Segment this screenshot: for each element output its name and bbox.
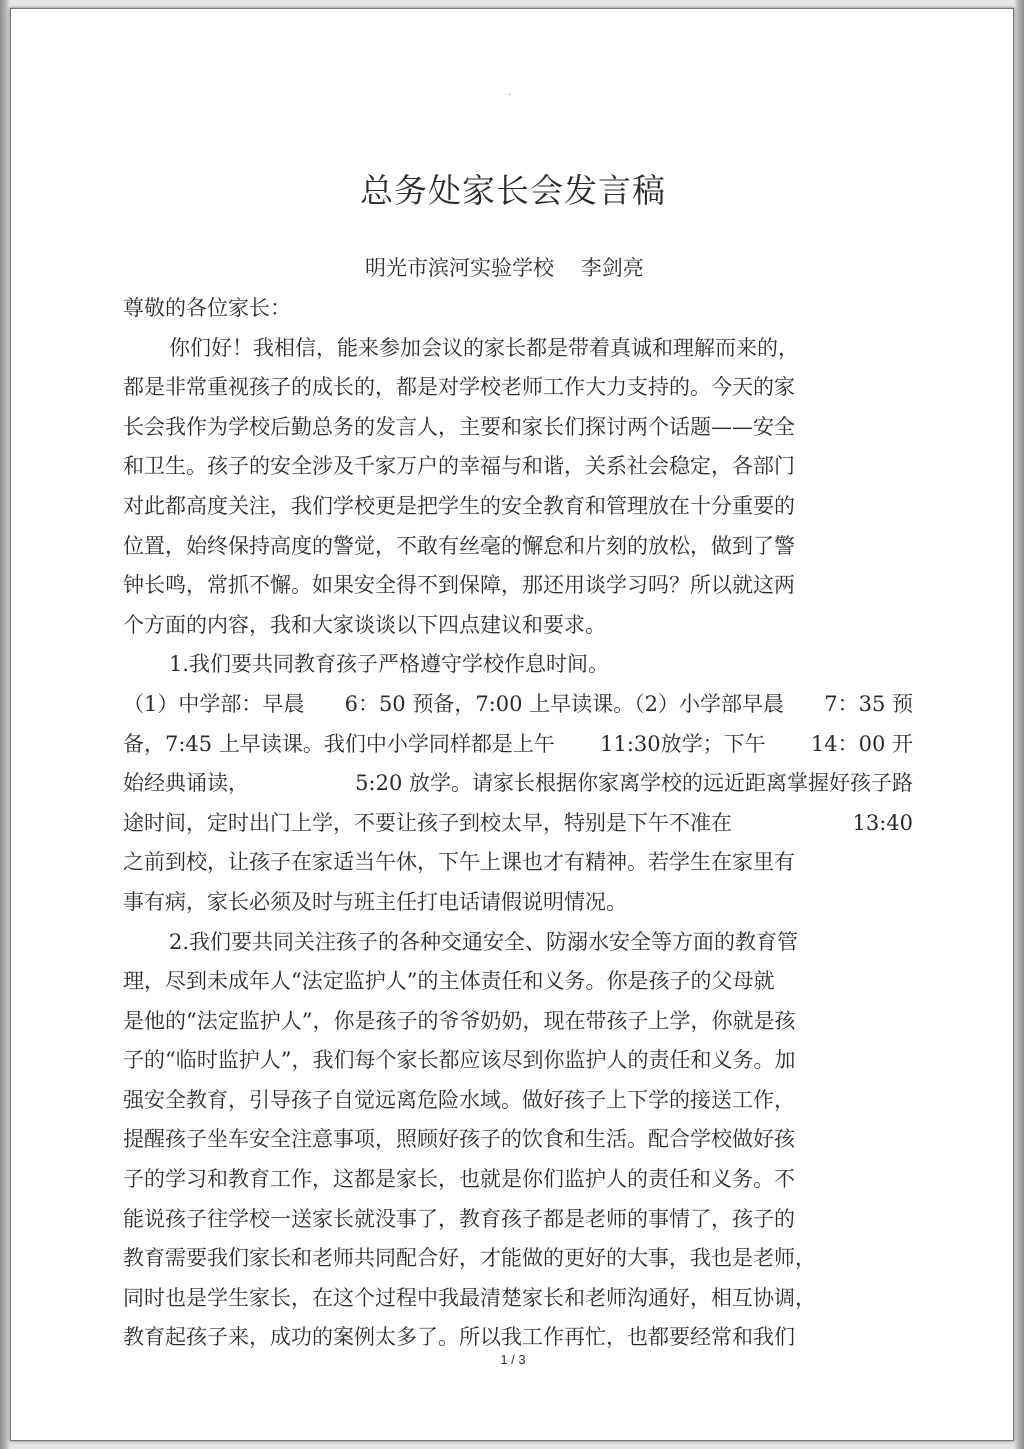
paragraph-line: 位置，始终保持高度的警觉，不敢有丝毫的懈怠和片刻的放松，做到了警 — [123, 533, 795, 558]
line-segment: 途时间，定时出门上学，不要让孩子到校太早，特别是下午不准在 — [123, 810, 732, 835]
line-segment: 5:20 放学。请家长根据你家离学校的远近距离掌握好孩子路 — [355, 771, 913, 796]
paragraph-line: 子的“临时监护人”，我们每个家长都应该尽到你监护人的责任和义务。加 — [123, 1048, 796, 1073]
paragraph-line: 长会我作为学校后勤总务的发言人，主要和家长们探讨两个话题——安全 — [123, 414, 795, 439]
line-segment: 始经典诵读， — [123, 771, 249, 796]
paragraph-line — [123, 685, 913, 725]
paragraph-line: 理，尽到未成年人“法定监护人”的主体责任和义务。你是孩子的父母就 — [123, 969, 775, 994]
paragraph-line: 对此都高度关注，我们学校更是把学生的安全教育和管理放在十分重要的 — [123, 493, 795, 518]
line-segment: 13:40 — [852, 810, 913, 835]
paragraph-line: 能说孩子往学校一送家长就没事了，教育孩子都是老师的事情了，孩子的 — [123, 1206, 795, 1231]
paragraph-line: 钟长鸣，常抓不懈。如果安全得不到保障，那还用谈学习吗？所以就这两 — [123, 573, 795, 598]
paragraph-line: 之前到校，让孩子在家适当午休，下午上课也才有精神。若学生在家里有 — [123, 850, 795, 875]
paragraph-line: 提醒孩子坐车安全注意事项，照顾好孩子的饮食和生活。配合学校做好孩 — [123, 1127, 795, 1152]
paragraph-line: 子的学习和教育工作，这都是家长，也就是你们监护人的责任和义务。不 — [123, 1167, 795, 1192]
paragraph-line — [123, 764, 913, 804]
paragraph-line: 是他的“法定监护人”，你是孩子的爷爷奶奶，现在带孩子上学，你就是孩 — [123, 1008, 796, 1033]
author-name: 李剑亮 — [580, 256, 644, 280]
school-name: 明光市滨河实验学校 — [365, 256, 554, 280]
paragraph-line — [123, 804, 913, 844]
page-mark: . — [508, 87, 512, 98]
paragraph-line: 教育需要我们家长和老师共同配合好，才能做的更好的大事，我也是老师， — [123, 1246, 816, 1271]
paragraph-line: 和卫生。孩子的安全涉及千家万户的幸福与和谐，关系社会稳定，各部门 — [123, 454, 795, 479]
paragraph-line: 同时也是学生家长，在这个过程中我最清楚家长和老师沟通好，相互协调， — [123, 1285, 816, 1310]
paragraph-line: 你们好！我相信，能来参加会议的家长都是带着真诚和理解而来的， — [169, 335, 799, 360]
byline — [365, 252, 644, 282]
page-number: 1 / 3 — [500, 1352, 526, 1367]
paragraph-line: 强安全教育，引导孩子自觉远离危险水域。做好孩子上下学的接送工作， — [123, 1087, 795, 1112]
line-segment: 14：00 开 — [810, 731, 913, 756]
paragraph-line — [123, 725, 913, 765]
line-segment: 备，7:45 上早读课。我们中小学同样都是上午 — [123, 731, 555, 756]
paragraph-line: 都是非常重视孩子的成长的，都是对学校老师工作大力支持的。今天的家 — [123, 375, 795, 400]
line-segment: （1）中学部：早晨 — [123, 691, 305, 716]
line-segment: 6：50 预备，7:00 上早读课。（2）小学部早晨 — [344, 691, 785, 716]
salutation: 尊敬的各位家长： — [123, 296, 291, 320]
section-heading: 1.我们要共同教育孩子严格遵守学校作息时间。 — [169, 652, 610, 677]
paragraph-line: 个方面的内容，我和大家谈谈以下四点建议和要求。 — [123, 612, 606, 637]
paragraph-line: 事有病，家长必须及时与班主任打电话请假说明情况。 — [123, 889, 627, 914]
line-segment: 7：35 预 — [824, 691, 913, 716]
document-page — [10, 8, 1014, 1441]
line-segment: 11:30放学；下午 — [600, 731, 766, 756]
document-title: 总务处家长会发言稿 — [360, 171, 666, 210]
document-body — [123, 289, 913, 1358]
section-heading: 2.我们要共同关注孩子的各种交通安全、防溺水安全等方面的教育管 — [169, 929, 799, 954]
paragraph-line: 教育起孩子来，成功的案例太多了。所以我工作再忙，也都要经常和我们 — [123, 1325, 795, 1350]
